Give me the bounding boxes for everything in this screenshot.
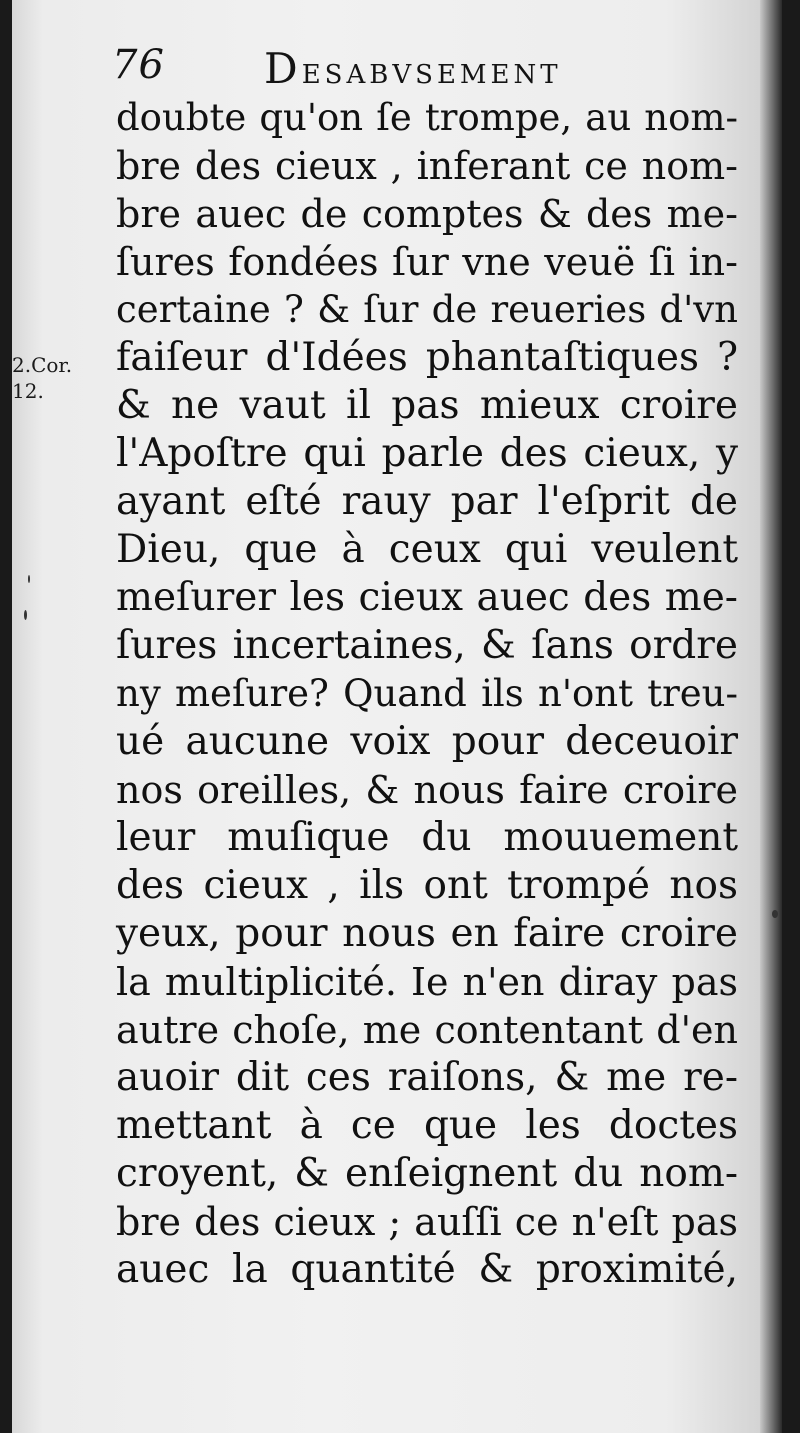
text-line: yeux, pour nous en faire croire bbox=[116, 911, 738, 956]
text-line: nos oreilles, & nous faire croire bbox=[116, 768, 738, 812]
text-line: & ne vaut il pas mieux croire bbox=[116, 383, 738, 428]
text-line: bre des cieux ; auſſi ce n'eſt pas bbox=[116, 1200, 738, 1244]
ink-speck bbox=[24, 610, 27, 620]
text-line: auoir dit ces raiſons, & me re- bbox=[116, 1055, 738, 1100]
text-line: mettant à ce que les doctes bbox=[116, 1103, 738, 1148]
text-line: doubte qu'on ſe trompe, au nom- bbox=[116, 96, 738, 139]
text-line: ayant eſté rauy par l'eſprit de bbox=[116, 479, 738, 524]
text-line: ny meſure? Quand ils n'ont treu- bbox=[116, 672, 738, 715]
text-line: leur muſique du mouuement bbox=[116, 815, 738, 860]
margin-note-line: 2.Cor. bbox=[12, 353, 73, 377]
text-line: des cieux , ils ont trompé nos bbox=[116, 863, 738, 908]
text-line: ué aucune voix pour deceuoir bbox=[116, 719, 738, 764]
text-line: faiſeur d'Idées phantaſtiques ? bbox=[116, 335, 738, 380]
text-line: auec la quantité & proximité, bbox=[116, 1247, 738, 1292]
running-head bbox=[264, 44, 562, 93]
text-line: Dieu, que à ceux qui veulent bbox=[116, 527, 738, 572]
text-line: bre des cieux , inferant ce nom- bbox=[116, 144, 738, 188]
page-number: 76 bbox=[112, 42, 165, 88]
running-head-rest: ESABVSEMENT bbox=[301, 60, 562, 90]
margin-note-line: 12. bbox=[12, 379, 44, 403]
text-line: certaine ? & ſur de reueries d'vn bbox=[116, 288, 738, 331]
text-line: croyent, & enſeignent du nom- bbox=[116, 1151, 738, 1196]
text-line: ſures incertaines, & ſans ordre bbox=[116, 623, 738, 668]
text-line: l'Apoſtre qui parle des cieux, y bbox=[116, 431, 738, 476]
margin-note bbox=[12, 352, 72, 404]
ink-speck bbox=[772, 910, 778, 918]
book-page bbox=[12, 0, 782, 1433]
page-header bbox=[112, 42, 632, 92]
body-text bbox=[116, 94, 738, 1294]
text-line: ſures fondées ſur vne veuë ſi in- bbox=[116, 240, 738, 284]
text-line: bre auec de comptes & des me- bbox=[116, 192, 738, 236]
text-line: meſurer les cieux auec des me- bbox=[116, 575, 738, 620]
text-line: autre choſe, me contentant d'en bbox=[116, 1008, 738, 1052]
page-gutter-shadow bbox=[760, 0, 782, 1433]
ink-speck bbox=[28, 575, 30, 583]
text-line: la multiplicité. Ie n'en diray pas bbox=[116, 960, 738, 1004]
running-head-initial: D bbox=[264, 44, 302, 93]
